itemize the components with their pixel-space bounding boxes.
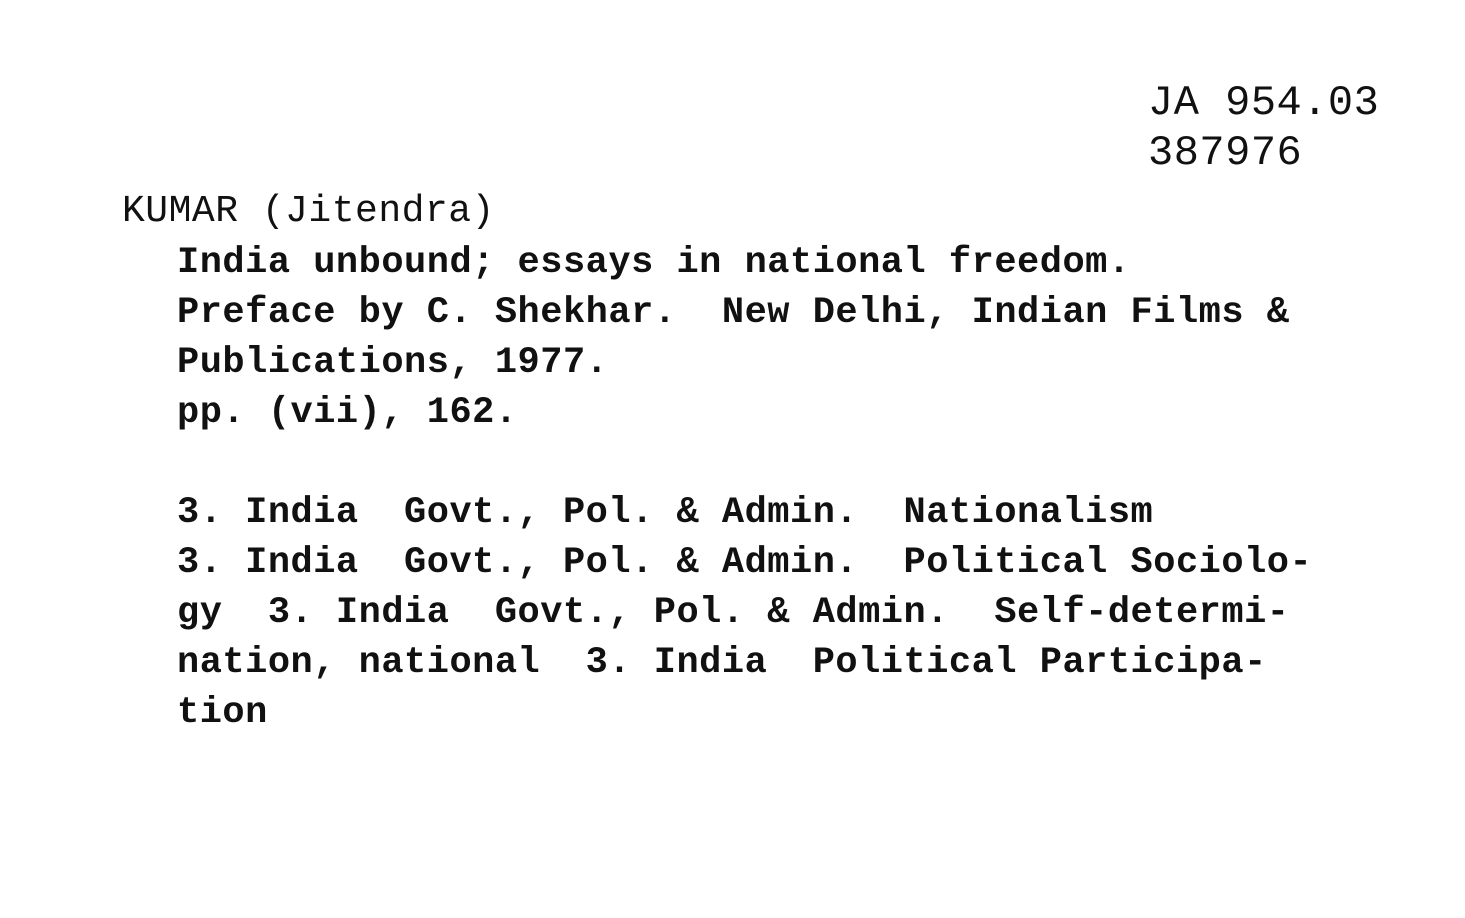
imprint-line: Preface by C. Shekhar. New Delhi, Indian Films & — [177, 292, 1290, 334]
call-number — [1148, 78, 1379, 178]
title-line: India unbound; essays in national freedom. — [177, 242, 1131, 284]
subject-line: 3. India Govt., Pol. & Admin. Political Sociolo- — [177, 542, 1313, 584]
author-heading: KUMAR (Jitendra) — [122, 190, 495, 233]
publisher-line: Publications, 1977. — [177, 342, 609, 384]
subject-line: gy 3. India Govt., Pol. & Admin. Self-determi- — [177, 592, 1290, 634]
collation-line: pp. (vii), 162. — [177, 392, 518, 434]
subject-line: tion — [177, 692, 268, 734]
subject-line: nation, national 3. India Political Participa- — [177, 642, 1267, 684]
call-number-accession: 387976 — [1148, 129, 1303, 177]
call-number-classification: JA 954.03 — [1148, 79, 1380, 127]
subject-headings — [177, 488, 1312, 738]
bibliographic-description — [177, 238, 1289, 438]
subject-line: 3. India Govt., Pol. & Admin. Nationalism — [177, 492, 1154, 534]
